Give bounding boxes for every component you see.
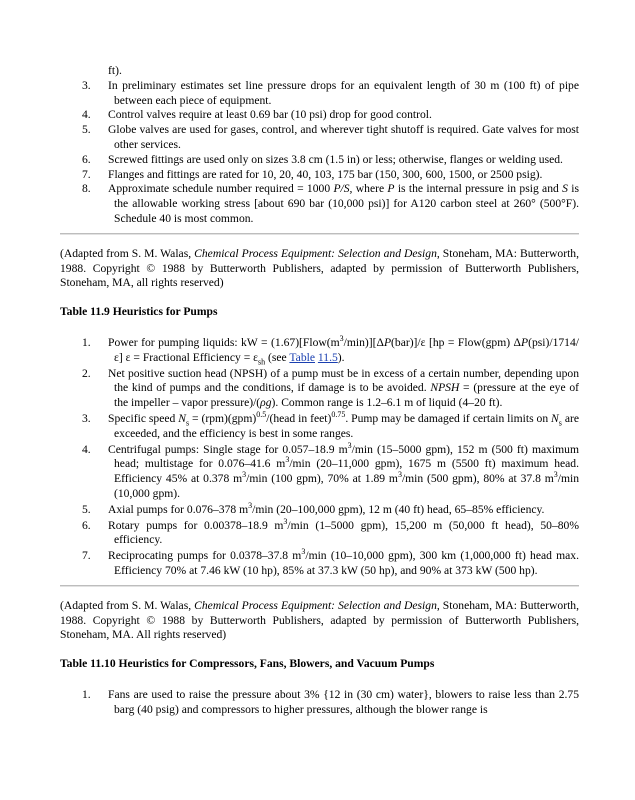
document-page xyxy=(60,64,579,717)
text-run: /min (500 gpm), 80% at 37.8 m xyxy=(401,472,554,486)
text-run: /(head in feet) xyxy=(266,411,332,425)
book-title: Chemical Process Equipment: Selection and Design xyxy=(194,246,437,260)
text-run: /min (20–100,000 gpm), 12 m (40 ft) head, 65–85% efficiency. xyxy=(252,502,545,516)
list-item xyxy=(60,153,579,168)
text-run: , Stoneham, MA: Butterworth, 1988. Copyright © 1988 by Butterworth Publishers, adapted by permission of Butterworth Publishers, Stoneham, MA. All rights reserved) xyxy=(60,598,579,642)
item-number: 3. xyxy=(82,411,91,425)
subscript: sh xyxy=(258,357,266,367)
text-run: /min (100 gpm), 70% at 1.89 m xyxy=(246,472,398,486)
table-link[interactable]: Table xyxy=(289,350,315,364)
superscript: 3 xyxy=(339,334,344,344)
item-number: 4. xyxy=(82,108,91,122)
list-item xyxy=(60,500,579,518)
superscript: 3 xyxy=(553,470,558,480)
item-number: 1. xyxy=(82,687,91,701)
item-text: Control valves require at least 0.69 bar (10 psi) drop for good control. xyxy=(108,108,432,122)
list-item xyxy=(60,688,579,718)
item-number: 7. xyxy=(82,549,91,563)
superscript: 3 xyxy=(283,516,288,526)
list-item xyxy=(60,412,579,442)
item-text xyxy=(108,412,579,442)
item-number: 5. xyxy=(82,502,91,516)
table-title: Table 11.9 Heuristics for Pumps xyxy=(60,305,218,319)
text-run: is the internal pressure in psig and xyxy=(394,182,563,196)
item-text: Flanges and fittings are rated for 10, 20, 40, 103, 175 bar (150, 300, 600, 1500, or 2500 psig). xyxy=(108,167,543,181)
text-run: Reciprocating pumps for 0.0378–37.8 m xyxy=(108,549,302,563)
text-run-italic: P/S, xyxy=(333,182,353,196)
list-item xyxy=(60,168,579,183)
list-item xyxy=(60,549,579,579)
text-run: Power for pumping liquids: kW = (1.67)[Flow(m xyxy=(108,335,340,349)
text-run: /min (10–10,000 gpm), 300 km (1,000,000 ft) head max. Efficiency 70% at 7.46 kW (10 hp), 85% at 37.3 kW (50 hp), and 90% at 373 kW (500 hp). xyxy=(114,549,579,577)
item-number: 8. xyxy=(82,182,91,196)
text-run-italic: NPSH xyxy=(430,381,460,395)
text-run: Axial pumps for 0.076–378 m xyxy=(108,502,249,516)
text-run: /min (20–11,000 gpm), 1675 m (5500 ft) maximum head. Efficiency 45% at 0.378 m xyxy=(114,457,580,486)
text-run: Approximate schedule number required = 1000 xyxy=(108,182,334,196)
superscript: 0.5 xyxy=(256,410,267,420)
superscript: 3 xyxy=(347,440,352,450)
list-item xyxy=(60,516,579,549)
text-run: ). xyxy=(337,350,345,364)
piping-heuristics-list xyxy=(60,79,579,227)
item-text: Fans are used to raise the pressure about 3% {12 in (30 cm) water}, blowers to raise less than 2.75 barg (40 psig) and compressors to higher pressures, although the blower range is xyxy=(108,687,579,716)
item-number: 2. xyxy=(82,366,91,380)
source-credit xyxy=(60,247,579,291)
superscript: 3 xyxy=(397,470,402,480)
list-continuation: ft). xyxy=(108,64,122,77)
text-run-italic: S xyxy=(562,182,568,196)
list-item xyxy=(60,336,579,366)
superscript: 0.75 xyxy=(331,410,346,420)
subscript: s xyxy=(185,418,190,428)
list-item xyxy=(60,367,579,411)
text-run: (bar)]/ε [hp = Flow(gpm) Δ xyxy=(391,335,522,349)
pump-heuristics-list xyxy=(60,336,579,579)
item-number: 3. xyxy=(82,78,91,92)
text-run-italic: N xyxy=(551,411,559,425)
item-text xyxy=(108,500,579,518)
item-text xyxy=(108,516,579,549)
item-text xyxy=(108,367,579,411)
item-text xyxy=(108,440,580,502)
text-run: ). Common range is 1.2–6.1 m of liquid (4–20 ft). xyxy=(271,396,503,410)
item-text xyxy=(108,549,579,579)
superscript: 3 xyxy=(242,470,247,480)
text-run: are exceeded, and the efficiency is best in some ranges. xyxy=(114,411,579,440)
item-text: Screwed fittings are used only on sizes 3.8 cm (1.5 in) or less; otherwise, flanges or welding used. xyxy=(108,152,563,166)
item-number: 4. xyxy=(82,442,91,456)
text-run: /min (15–5000 gpm), 152 m (500 ft) maximum head; multistage for 0.076–41.6 m xyxy=(114,442,579,471)
text-run-italic: ρg xyxy=(260,396,272,410)
compressor-heuristics-list xyxy=(60,688,579,718)
text-run: /min)][Δ xyxy=(343,335,384,349)
section-divider xyxy=(60,585,579,587)
text-run: where xyxy=(352,182,388,196)
text-run: (see xyxy=(265,350,290,364)
list-item xyxy=(60,108,579,123)
list-item xyxy=(60,182,579,226)
text-run: Specific speed xyxy=(108,411,179,425)
text-run: (Adapted from S. M. Walas, xyxy=(60,246,195,260)
text-run: /min (10,000 gpm). xyxy=(114,472,580,500)
list-item xyxy=(60,440,580,502)
text-run: = (pressure at the eye of the impeller – vapor pressure)/( xyxy=(114,381,579,410)
text-run: /min (1–5000 gpm), 15,200 m (50,000 ft head), 50–80% efficiency. xyxy=(114,518,579,547)
item-text xyxy=(108,182,579,226)
text-run-italic: P xyxy=(387,182,395,196)
text-run: (psi)/1714/ε] ε = Fractional Efficiency = ε xyxy=(114,335,579,364)
superscript: 3 xyxy=(285,455,290,465)
item-number: 6. xyxy=(82,152,91,166)
text-run: Centrifugal pumps: Single stage for 0.057–18.9 m xyxy=(108,442,348,456)
item-number: 5. xyxy=(82,123,91,137)
item-text: Globe valves are used for gases, control, and wherever tight shutoff is required. Gate valves for most other services. xyxy=(108,123,579,151)
list-item xyxy=(60,123,579,153)
text-run: Rotary pumps for 0.00378–18.9 m xyxy=(108,518,284,532)
item-number: 1. xyxy=(82,335,91,349)
source-credit xyxy=(60,599,579,643)
text-run: , Stoneham, MA: Butterworth, 1988. Copyright © 1988 by Butterworth Publishers, adapted by permission of Butterworth Publishers, Stoneham, MA, all rights reserved) xyxy=(60,246,579,290)
text-run: Net positive suction head (NPSH) of a pump must be in excess of a certain number, depending upon the kind of pumps and the conditions, if damage is to be avoided. xyxy=(108,366,579,395)
table-number-link[interactable]: 11.5 xyxy=(317,350,338,364)
text-run: . Pump may be damaged if certain limits on xyxy=(345,411,552,425)
list-item xyxy=(60,79,579,109)
text-run: (Adapted from S. M. Walas, xyxy=(60,598,195,612)
text-run-italic: N xyxy=(178,411,186,425)
superscript: 3 xyxy=(248,500,253,510)
text-run-italic: P xyxy=(521,335,529,349)
section-divider xyxy=(60,233,579,235)
table-title: Table 11.10 Heuristics for Compressors, Fans, Blowers, and Vacuum Pumps xyxy=(60,657,435,671)
item-text xyxy=(108,336,579,366)
book-title: Chemical Process Equipment: Selection and Design xyxy=(194,598,437,612)
text-run-italic: P xyxy=(383,335,392,349)
text-run: is the allowable working stress [about 690 bar (10,000 psi)] for A120 carbon steel at 260° (500°F). Schedule 40 is most common. xyxy=(114,182,579,225)
item-number: 6. xyxy=(82,518,91,532)
item-number: 7. xyxy=(82,167,91,181)
superscript: 3 xyxy=(301,547,306,557)
item-text: In preliminary estimates set line pressure drops for an equivalent length of 30 m (100 ft) of pipe between each piece of equipment. xyxy=(108,78,579,107)
text-run: = (rpm)(gpm) xyxy=(189,411,257,425)
subscript: s xyxy=(558,418,562,428)
